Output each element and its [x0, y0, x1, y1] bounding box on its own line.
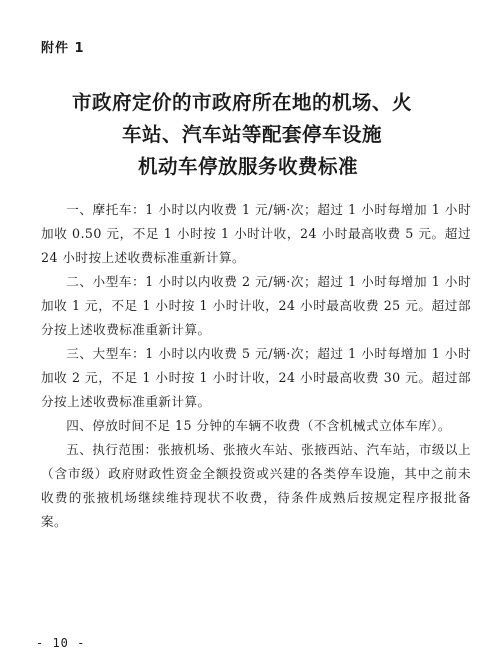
page-number: - 10 - [36, 636, 86, 650]
annex-label: 附件 1 [41, 41, 85, 56]
document-title-line-1: 市政府定价的市政府所在地的机场、火 [71, 91, 412, 114]
paragraph-large-vehicle-fees: 三、大型车：1 小时以内收费 5 元/辆·次；超过 1 小时每增加 1 小时加收 2 元，不足 1 小时按 1 小时计收，24 小时最高收费 30 元。超过部分按上述收费标准重新计算。 [41, 346, 471, 409]
paragraph-small-vehicle-fees: 二、小型车：1 小时以内收费 2 元/辆·次；超过 1 小时每增加 1 小时加收 1 元，不足 1 小时按 1 小时计收，24 小时最高收费 25 元。超过部分按上述收费标准重新计算。 [41, 274, 471, 337]
document-body [41, 198, 471, 534]
paragraph-free-parking-rule: 四、停放时间不足 15 分钟的车辆不收费（不含机械式立体车库）。 [66, 418, 451, 433]
document-title-line-2: 车站、汽车站等配套停车设施 [121, 123, 382, 146]
paragraph-motorcycle-fees: 一、摩托车：1 小时以内收费 1 元/辆·次；超过 1 小时每增加 1 小时加收 0.50 元，不足 1 小时按 1 小时计收，24 小时最高收费 5 元。超过 24 小时按上述收费标准重新计算。 [41, 202, 471, 265]
paragraph-scope: 五、执行范围：张掖机场、张掖火车站、张掖西站、汽车站，市级以上（含市级）政府财政性资金全额投资或兴建的各类停车设施，其中之前未收费的张掖机场继续维持现状不收费，待条件成熟后按规定程序报批备案。 [41, 442, 471, 529]
document-title-line-3: 机动车停放服务收费标准 [137, 155, 358, 178]
